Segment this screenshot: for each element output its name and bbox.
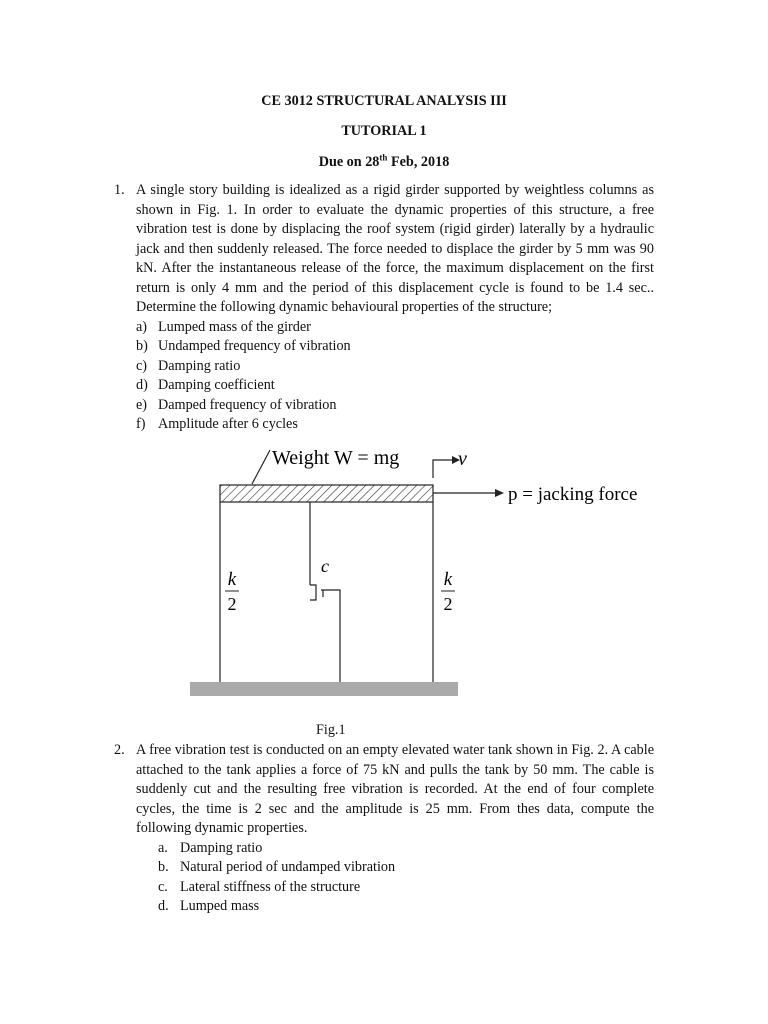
weight-label: Weight W = mg <box>272 447 400 469</box>
ground <box>190 682 458 696</box>
list-item: a) Lumped mass of the girder <box>136 318 311 335</box>
list-item: e) Damped frequency of vibration <box>136 396 337 413</box>
question-2-text: A free vibration test is conducted on an empty elevated water tank shown in Fig. 2. A cable attached to the tank applies a force of 75 kN and pulls the tank by 50 mm. The cable is suddenly cut and the resulting free vibration is recorded. At the end of four complete cycles, the time is 2 sec and the amplitude is 25 mm. From thes data, compute the following dynamic properties. <box>136 742 654 836</box>
rigid-girder <box>220 485 433 502</box>
damper-cylinder <box>321 590 340 682</box>
list-item: a. Damping ratio <box>158 839 263 856</box>
due-suffix: Feb, 2018 <box>387 154 450 170</box>
figure-1-caption: Fig.1 <box>316 722 346 738</box>
question-1-text: A single story building is idealized as a rigid girder supported by weightless columns as shown in Fig. 1. In order to evaluate the dynamic properties of this structure, a free vibration test is done by displacing the roof system (rigid girder) laterally by a hydraulic jack and then suddenly released. The force needed to displace the girder by 5 mm was 90 kN. After the instantaneous release of the force, the maximum displacement on the first return is only 4 mm and the period of this displacement cycle is found to be 1.4 sec.. Determine the following dynamic behavioural properties of the structure; <box>136 182 654 315</box>
due-prefix: Due on 28 <box>318 154 380 170</box>
question-2-items <box>136 839 654 917</box>
list-item: d. Lumped mass <box>158 898 260 914</box>
question-1-items <box>136 318 654 435</box>
jacking-force-arrowhead-icon <box>495 489 504 497</box>
list-item: b) Undamped frequency of vibration <box>136 338 351 354</box>
list-item: f) Amplitude after 6 cycles <box>136 416 298 432</box>
question-1-number: 1. <box>114 182 125 198</box>
damper-label: c <box>321 556 329 576</box>
question-2-number: 2. <box>114 742 125 758</box>
damper-piston <box>310 585 316 600</box>
velocity-arrow <box>433 460 452 478</box>
list-item: c. Lateral stiffness of the structure <box>158 878 361 895</box>
tutorial-title: TUTORIAL 1 <box>341 123 427 139</box>
left-stiffness-denominator: 2 <box>227 594 237 614</box>
due-superscript: th <box>379 152 388 163</box>
question-2 <box>114 741 654 917</box>
list-item: b. Natural period of undamped vibration <box>158 859 396 875</box>
right-stiffness-denominator: 2 <box>443 594 453 614</box>
list-item: c) Damping ratio <box>136 357 241 374</box>
weight-leader-line <box>252 450 270 484</box>
right-stiffness-numerator: k <box>443 569 453 590</box>
figure-1-frame-diagram <box>190 440 660 700</box>
jacking-force-label: p = jacking force <box>508 484 638 505</box>
question-1 <box>114 181 654 435</box>
course-title: CE 3012 STRUCTURAL ANALYSIS III <box>261 93 507 109</box>
velocity-label: v <box>458 448 467 470</box>
list-item: d) Damping coefficient <box>136 377 275 393</box>
left-stiffness-numerator: k <box>227 569 237 590</box>
due-date <box>0 154 768 171</box>
